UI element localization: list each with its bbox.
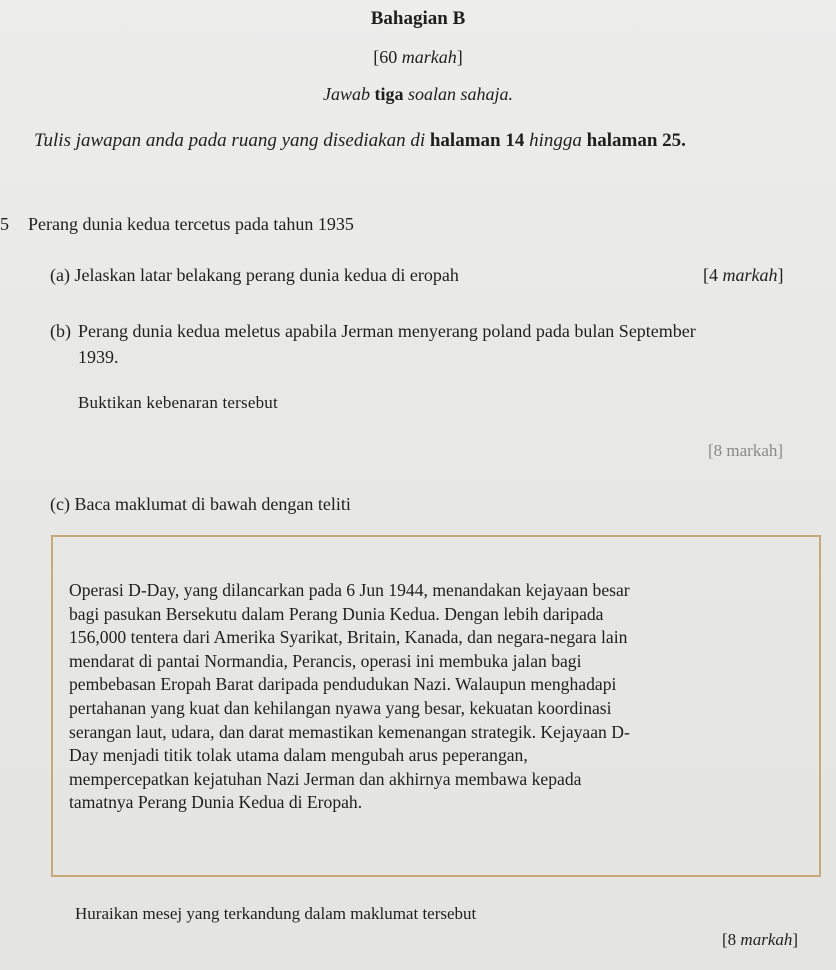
part-b-prove: Buktikan kebenaran tersebut (78, 393, 278, 412)
answer-instruction (0, 84, 836, 105)
write-instruction-mid: hingga (524, 130, 587, 151)
answer-instruction-bold: tiga (374, 84, 404, 104)
write-instruction-page-end: halaman 25. (586, 130, 686, 151)
question-stem: Perang dunia kedua tercetus pada tahun 1935 (28, 214, 354, 234)
source-text (69, 579, 799, 815)
part-b-label: (b) (50, 321, 71, 341)
part-b-line2: 1939. (78, 347, 119, 367)
part-c-task: Huraikan mesej yang terkandung dalam maklumat tersebut (75, 904, 477, 923)
part-a-marks-word: markah (722, 265, 778, 285)
part-a (50, 265, 459, 286)
part-c-marks-open: [8 (722, 930, 741, 949)
part-a-marks-open: [4 (703, 265, 723, 285)
section-title: Bahagian B (370, 8, 466, 29)
source-line: pembebasan Eropah Barat daripada pendudukan Nazi. Walaupun menghadapi (69, 674, 617, 695)
write-instruction (34, 130, 686, 152)
source-line: tamatnya Perang Dunia Kedua di Eropah. (69, 792, 363, 813)
part-b-marks: [8 markah] (708, 441, 784, 460)
part-c-marks (722, 930, 798, 950)
source-line: pertahanan yang kuat dan kehilangan nyawa yang besar, kekuatan koordinasi (69, 697, 612, 718)
total-marks-close: ] (456, 47, 463, 67)
write-instruction-page-start: halaman 14 (429, 130, 525, 151)
part-c-text: Baca maklumat di bawah dengan teliti (74, 494, 351, 514)
source-line: serangan laut, udara, dan darat memastikan kemenangan strategik. Kejayaan D- (69, 721, 630, 742)
part-b-line1 (50, 318, 830, 344)
part-c (50, 494, 351, 515)
question-number: 5 (0, 214, 9, 234)
source-line: mendarat di pantai Normandia, Perancis, operasi ini membuka jalan bagi (69, 650, 582, 671)
section-total-marks (0, 47, 836, 68)
source-line: Operasi D-Day, yang dilancarkan pada 6 Jun 1944, menandakan kejayaan besar (69, 580, 630, 600)
total-marks-word: markah (401, 47, 457, 67)
source-line: mempercepatkan kejatuhan Nazi Jerman dan akhirnya membawa kepada (69, 768, 582, 789)
source-line: Day menjadi titik tolak utama dalam mengubah arus peperangan, (69, 745, 528, 766)
source-line: 156,000 tentera dari Amerika Syarikat, Britain, Kanada, dan negara-negara lain (69, 627, 628, 648)
part-c-label: (c) (50, 494, 70, 514)
part-a-label: (a) (50, 265, 70, 285)
part-b-text: Perang dunia kedua meletus apabila Jerman menyerang poland pada bulan September (78, 321, 696, 341)
total-marks-open: [60 (373, 47, 402, 67)
write-instruction-pre: Tulis jawapan anda pada ruang yang disediakan di (34, 130, 430, 151)
part-b (50, 318, 830, 370)
part-c-marks-close: ] (792, 930, 799, 949)
part-a-text: Jelaskan latar belakang perang dunia kedua di eropah (74, 265, 459, 285)
part-a-marks (703, 265, 784, 286)
part-c-marks-word: markah (740, 930, 793, 949)
answer-instruction-pre: Jawab (322, 84, 375, 104)
answer-instruction-post: soalan sahaja. (403, 84, 513, 104)
part-a-marks-close: ] (777, 265, 784, 285)
source-line: bagi pasukan Bersekutu dalam Perang Dunia Kedua. Dengan lebih daripada (69, 603, 604, 624)
source-box (51, 535, 821, 877)
